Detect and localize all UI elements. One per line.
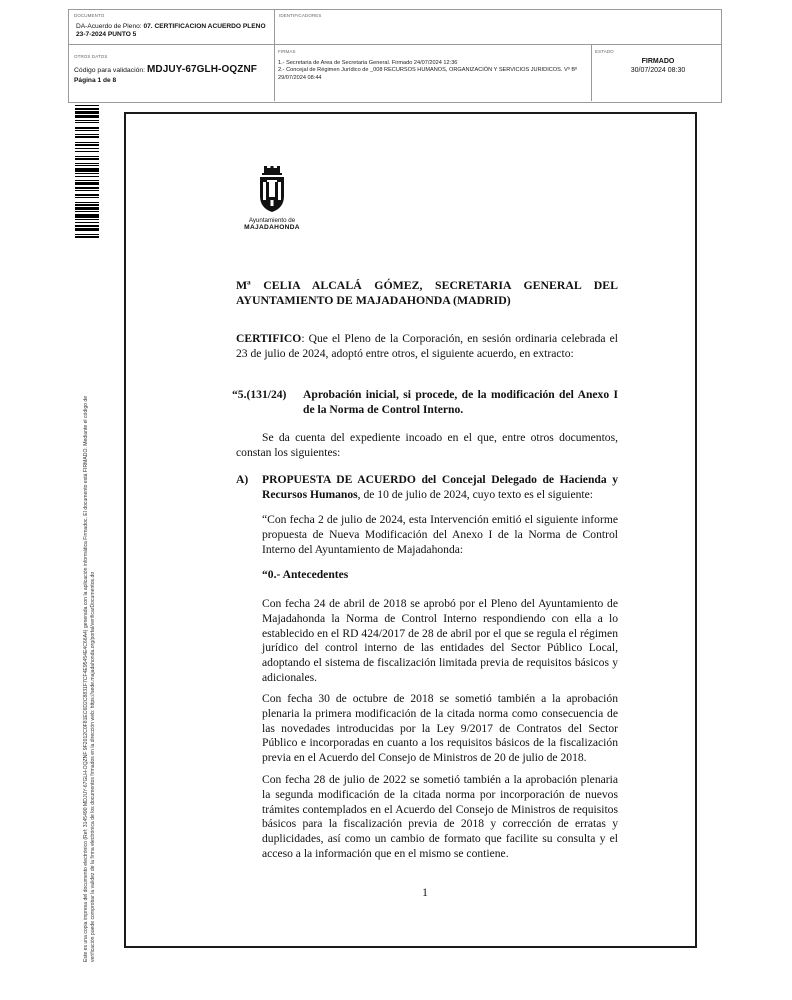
- barcode-bar: [75, 156, 99, 157]
- section-a-text: , de 10 de julio de 2024, cuyo texto es el siguiente:: [357, 487, 594, 501]
- agenda-item-number: “5.(131/24): [232, 388, 287, 401]
- coat-of-arms-icon: [254, 166, 290, 214]
- doc-type-prefix: DA-Acuerdo de Pleno:: [76, 23, 144, 30]
- firmas-list: [278, 60, 595, 82]
- validation-code-value[interactable]: MDJUY-67GLH-OQZNF: [146, 64, 257, 75]
- barcode: [75, 105, 99, 280]
- barcode-bar: [75, 219, 99, 220]
- barcode-bar: [75, 130, 99, 131]
- barcode-bar: [75, 111, 99, 114]
- barcode-bar: [75, 142, 99, 143]
- certifico-text: : Que el Pleno de la Corporación, en sesión ordinaria celebrada el 23 de julio de 2024, adoptó entre otros, el siguiente acuerdo, en extracto:: [236, 332, 618, 360]
- certifico-paragraph: [236, 332, 618, 362]
- barcode-bar: [75, 158, 99, 160]
- estado-caption: ESTADO: [595, 49, 614, 54]
- barcode-bar: [75, 168, 99, 171]
- barcode-bar: [75, 120, 99, 121]
- barcode-bar: [75, 105, 99, 106]
- ayuntamiento-logo: [240, 166, 304, 231]
- barcode-bar: [75, 234, 99, 235]
- logo-line2: MAJADAHONDA: [244, 224, 300, 231]
- barcode-bar: [75, 176, 99, 177]
- barcode-bar: [75, 202, 99, 203]
- firma-item: 1.- Secretaria de Area de Secretaria General. Firmado 24/07/2024 12:36: [278, 60, 458, 66]
- page-number: 1: [422, 886, 428, 899]
- antecedente-paragraph: Con fecha 30 de octubre de 2018 se sometió también a la aprobación plenaria la primera modificación de la citada norma como consecuencia de las novedades introducidas por la Ley 9/2017 de Contratos del Sector Público e incorporadas en cuanto a los requisitos básicos de la fiscalización previa en el Acuerdo del Consejo de Ministros de 20 de julio de 2018.: [262, 692, 618, 765]
- barcode-bar: [75, 211, 99, 212]
- barcode-bar: [75, 136, 99, 138]
- barcode-bar: [75, 163, 99, 164]
- barcode-bar: [75, 204, 99, 206]
- barcode-bar: [75, 108, 99, 109]
- firma-item: 2.- Concejal de Régimen Jurídico de _008 RECURSOS HUMANOS, ORGANIZACIÓN Y SERVICIOS JURIDICOS. Vº Bº 29/07/2024 08:44: [278, 67, 578, 81]
- estado-value: FIRMADO: [641, 58, 675, 65]
- barcode-bar: [75, 127, 99, 129]
- firmas-caption: FIRMAS: [278, 49, 296, 54]
- validation-code: [74, 64, 257, 75]
- section-a-bold: PROPUESTA DE ACUERDO del Concejal Delegado de Hacienda y Recursos Humanos: [262, 473, 618, 501]
- barcode-bar: [75, 228, 99, 231]
- section-a-paragraph: [262, 473, 618, 503]
- barcode-bar: [75, 214, 99, 217]
- certificate-heading-line1: Mª CELIA ALCALÁ GÓMEZ, SECRETARIA GENERAL DEL: [236, 278, 618, 292]
- agenda-item-title: Aprobación inicial, si procede, de la modificación del Anexo I de la Norma de Control Interno.: [303, 388, 618, 416]
- barcode-bar: [75, 207, 99, 209]
- page-info: Página 1 de 8: [74, 77, 117, 84]
- side-text-line: verificación puede comprobar la validez de la firma electrónica de los documentos firmados en la dirección web: https://sede.majadahonda.org/portal/verificarDocumentos.do: [89, 571, 96, 962]
- document-type: [76, 23, 271, 40]
- barcode-bar: [75, 180, 99, 181]
- validation-code-label: Código para validación:: [74, 67, 147, 74]
- barcode-bar: [75, 173, 99, 174]
- document-header-table: [68, 9, 722, 103]
- section-a-letter: A): [236, 473, 249, 486]
- barcode-bar: [75, 194, 99, 196]
- barcode-bar: [75, 222, 99, 223]
- antecedente-paragraph: Con fecha 24 de abril de 2018 se aprobó por el Pleno del Ayuntamiento de Majadahonda la Norma de Control Interno respondiendo con ella a lo establecido en el RD 424/2017 de 28 de abril por el que se regula el régimen jurídico del control interno de las entidades del Sector Público Local, adoptando el sistema de fiscalización limitada previa de requisitos básicos y adicionales.: [262, 597, 618, 684]
- expediente-paragraph: Se da cuenta del expediente incoado en el que, entre otros documentos, constan los siguientes:: [236, 431, 618, 459]
- logo-line1: Ayuntamiento de: [248, 217, 296, 224]
- barcode-bar: [75, 122, 99, 123]
- barcode-bar: [75, 151, 99, 152]
- antecedente-paragraph: Con fecha 28 de julio de 2022 se sometió también a la aprobación plenaria la segunda modificación de la citada norma por incorporación de nuevos trámites contemplados en el Acuerdo del Consejo de Ministros de requisitos básicos para la fiscalización previa de 2018 y corrección de erratas y duplicidades, así como un cambio de formato que facilite su consulta y el acceso a la información que en el mismo se contiene.: [262, 773, 618, 860]
- documento-caption: DOCUMENTO: [74, 13, 105, 18]
- certificate-heading-line2: AYUNTAMIENTO DE MAJADAHONDA (MADRID): [236, 293, 511, 307]
- barcode-bar: [75, 225, 99, 227]
- barcode-bar: [75, 115, 99, 117]
- verification-side-text: [83, 297, 96, 962]
- identificadores-caption: IDENTIFICADORES: [279, 13, 322, 18]
- barcode-bar: [75, 187, 99, 189]
- barcode-bar: [75, 134, 99, 135]
- informe-intro-paragraph: “Con fecha 2 de julio de 2024, esta Intervención emitió el siguiente informe propuesta de Nueva Modificación del Anexo I de la Norma de Control Interno del Ayuntamiento de Majadahonda:: [262, 513, 618, 556]
- side-text-line: Este es una copia impresa del documento electrónico (Ref: 3145490 MDJUY-67GLH-OQZNF 9F2012C0F81EC6D2C8831F7CF4E95454E4C66A4) generada con la aplicación informática Firmadoc. El documento está FIRMADO. Mediante el código de: [83, 395, 89, 962]
- barcode-bar: [75, 197, 99, 198]
- barcode-bar: [75, 182, 99, 185]
- certifico-label: CERTIFICO: [236, 332, 302, 345]
- barcode-bar: [75, 148, 99, 149]
- estado-date: 30/07/2024 08:30: [630, 67, 686, 74]
- barcode-bar: [75, 165, 99, 166]
- doc-type-title: 07. CERTIFICACION ACUERDO PLENO 23-7-2024 PUNTO 5: [76, 23, 266, 39]
- antecedentes-title: “0.- Antecedentes: [262, 568, 349, 581]
- barcode-bar: [75, 144, 99, 146]
- barcode-bar: [75, 236, 99, 238]
- otros-datos-caption: OTROS DATOS: [74, 54, 108, 59]
- barcode-bar: [75, 190, 99, 191]
